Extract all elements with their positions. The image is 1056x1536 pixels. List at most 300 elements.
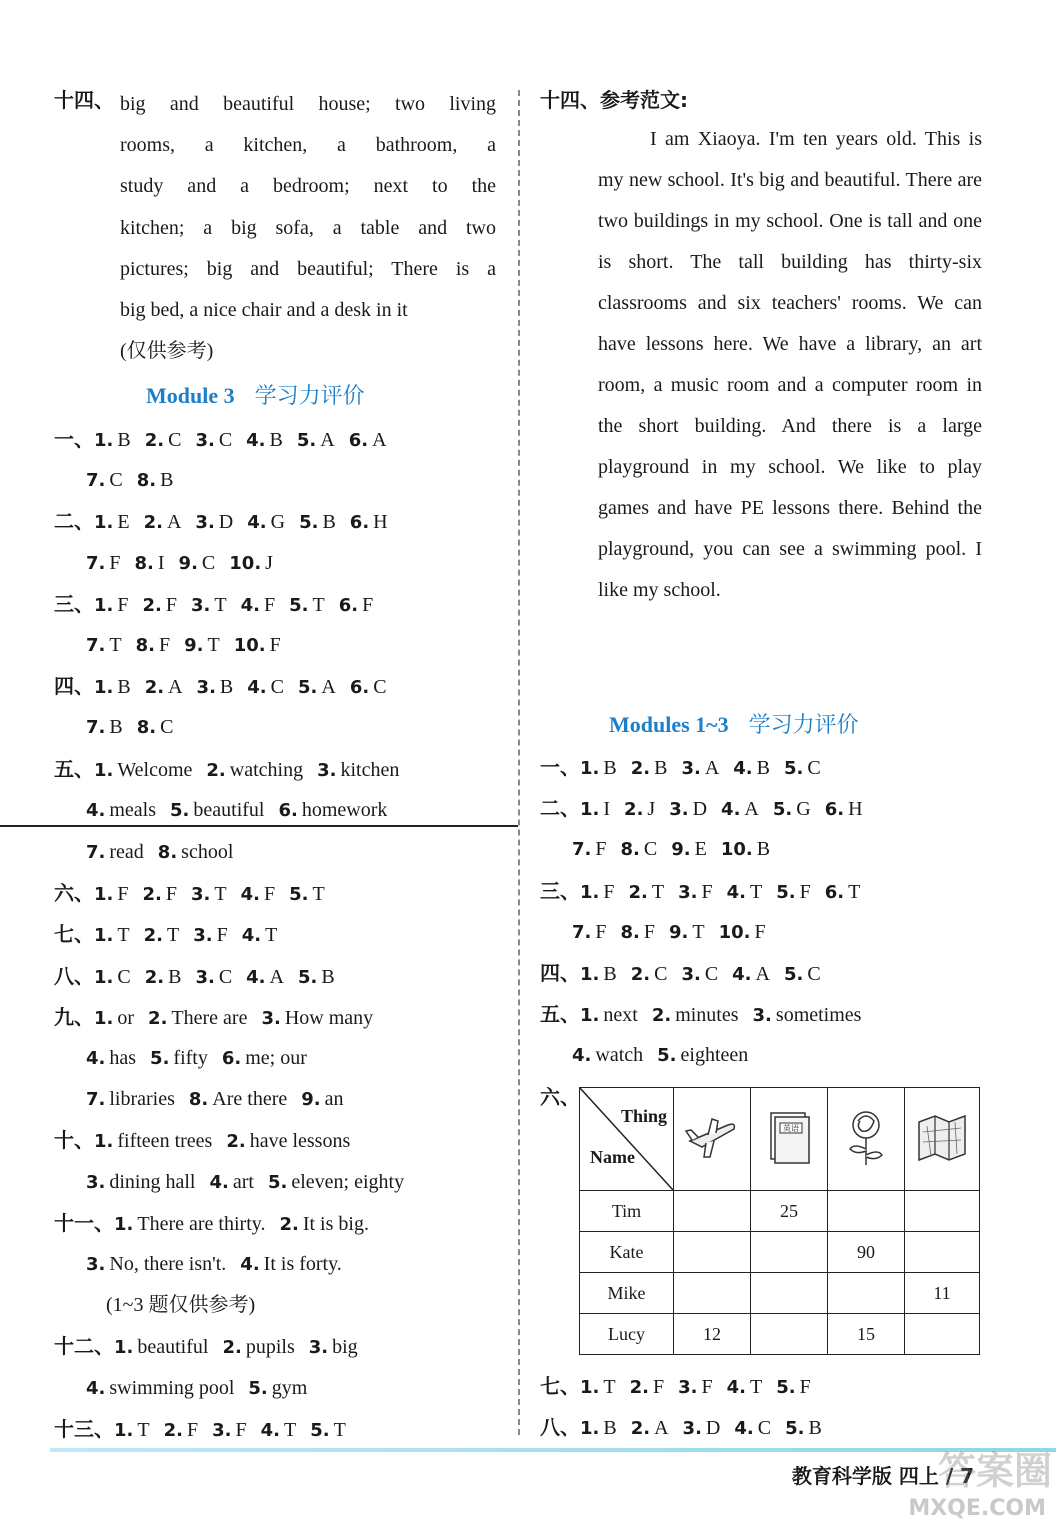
question-number: 5. — [267, 1171, 288, 1193]
question-number: 1. — [94, 884, 114, 906]
question-number: 10. — [233, 635, 266, 656]
answer-value: F — [595, 838, 607, 861]
answer-value: have lessons — [249, 1130, 351, 1153]
answer-value: T — [651, 880, 665, 903]
question-number: 6. — [338, 594, 359, 616]
answer-note: (1~3 题仅供参考) — [106, 1294, 256, 1317]
answer-value: C — [807, 963, 821, 985]
question-number: 2. — [142, 884, 162, 906]
answer-value: F — [165, 593, 177, 616]
question-number: 10. — [720, 839, 753, 861]
question-number: 3. — [681, 758, 701, 779]
answer-value: next — [603, 1004, 638, 1027]
answer-line — [54, 672, 387, 702]
answer-value: B — [117, 676, 131, 699]
answer-value: J — [265, 551, 273, 574]
answer-value: F — [263, 883, 276, 906]
answer-value: E — [117, 511, 130, 534]
answer-value: F — [799, 1376, 811, 1398]
question-number: 2. — [629, 1377, 649, 1398]
answer-line — [540, 794, 863, 824]
question-number: 3. — [682, 1418, 702, 1440]
answer-table — [579, 1087, 980, 1355]
answer-value: T — [166, 924, 180, 947]
question-number: 7. — [86, 470, 106, 492]
question-number: 4. — [86, 799, 106, 821]
table-header-row — [580, 1088, 980, 1191]
book-icon — [751, 1088, 828, 1191]
answer-value: gym — [271, 1376, 308, 1399]
question-number: 5. — [776, 881, 796, 903]
answer-value: B — [321, 965, 335, 988]
question-number: 8. — [157, 842, 178, 863]
question-number: 2. — [630, 964, 651, 985]
section-label: 五、 — [540, 1002, 580, 1027]
question-number: 2. — [630, 758, 651, 779]
question-number: 9. — [669, 921, 689, 943]
section-label: 三、 — [540, 878, 580, 903]
question-number: 4. — [732, 964, 752, 985]
question-number: 3. — [752, 1005, 772, 1027]
answer-value: A — [166, 511, 182, 534]
question-number: 5. — [170, 799, 190, 821]
section-label: 八、 — [540, 1415, 580, 1440]
section-label: 一、 — [54, 427, 94, 451]
question-number: 3. — [196, 677, 216, 699]
question-number: 3. — [261, 1007, 281, 1029]
answer-value: It is big. — [302, 1212, 369, 1235]
answer-value: C — [704, 963, 719, 985]
answer-value: A — [168, 676, 183, 699]
question-number: 5. — [248, 1377, 268, 1399]
question-number: 7. — [86, 1089, 106, 1111]
answer-value: There are thirty. — [137, 1212, 266, 1235]
question-number: 1. — [580, 758, 600, 779]
answer-value: eleven; eighty — [291, 1170, 405, 1193]
sample-essay: I am Xiaoya. I'm ten years old. This is my new school. It's big and beautiful. There are two buildings in my school. One is tall and one is short. The tall building has thirty-six classrooms and six teachers' rooms. We can have lessons here. We have a library, an art room, a music room and a computer room in the short building. And there is a large playground in my school. We like to play games and have PE lessons there. Behind the playground, you can see a swimming pool. I like my school. — [598, 128, 982, 601]
answer-line — [86, 631, 281, 660]
answer-value: A — [269, 965, 284, 988]
answer-line — [540, 877, 860, 907]
answer-value: B — [808, 1417, 822, 1440]
table-cell — [905, 1232, 980, 1273]
section-label: 十三、 — [54, 1416, 114, 1441]
question-number: 1. — [114, 1213, 134, 1235]
question-number: 2. — [624, 799, 644, 821]
answer-value: B — [322, 511, 336, 534]
question-number: 4. — [733, 758, 753, 779]
question-number: 5. — [785, 1418, 805, 1440]
answer-value: B — [117, 429, 131, 451]
answer-line — [54, 590, 373, 620]
answer-line — [86, 1374, 307, 1403]
answer-value: A — [320, 429, 335, 451]
section-label: 十、 — [54, 1128, 94, 1153]
answer-value: T — [283, 1418, 297, 1441]
section-label: 二、 — [54, 509, 94, 534]
question-number: 1. — [94, 925, 114, 947]
answer-value: F — [158, 634, 171, 656]
answer-value: beautiful — [193, 798, 265, 821]
answer-value: kitchen — [340, 758, 400, 781]
question-number: 8. — [620, 921, 640, 943]
answer-value: B — [603, 757, 617, 779]
question-number: 2. — [222, 1337, 242, 1359]
question-number: 1. — [94, 1007, 114, 1029]
answer-value: T — [207, 634, 220, 656]
question-number: 7. — [86, 635, 106, 656]
question-number: 6. — [221, 1048, 242, 1069]
question-number: 4. — [247, 512, 267, 534]
question-number: 2. — [143, 925, 163, 947]
question-number: 4. — [86, 1377, 106, 1399]
question-number: 8. — [134, 552, 154, 574]
answer-value: T — [749, 880, 763, 903]
answer-value: T — [603, 1376, 616, 1398]
answer-line — [86, 838, 233, 867]
question-number: 1. — [94, 966, 114, 988]
question-number: 6. — [348, 430, 369, 451]
answer-value: me; our — [245, 1047, 307, 1069]
answer-line — [572, 835, 770, 864]
answer-value: T — [333, 1418, 346, 1441]
answer-value: an — [324, 1088, 344, 1111]
question-number: 4. — [246, 430, 266, 451]
question-number: 2. — [148, 1007, 168, 1029]
question-number: 3. — [678, 1377, 698, 1398]
question-number: 5. — [289, 594, 309, 616]
section-label: 六、 — [54, 881, 94, 906]
section-label: 二、 — [540, 796, 580, 821]
question-number: 3. — [212, 1419, 232, 1441]
answer-value: B — [756, 838, 771, 861]
answer-value: T — [749, 1376, 763, 1398]
answer-value: T — [312, 883, 325, 906]
answer-value: F — [269, 634, 281, 656]
answer-line — [54, 1209, 369, 1239]
answer-value: T — [312, 593, 325, 616]
answer-line — [86, 1044, 307, 1073]
question-number: 8. — [136, 717, 157, 739]
table-name-cell: Kate — [580, 1232, 674, 1273]
answer-value: fifty — [173, 1047, 208, 1069]
right-s14-label: 十四、参考范文: — [540, 88, 688, 112]
answer-value: C — [654, 963, 668, 985]
question-number: 1. — [114, 1419, 134, 1441]
section-label: 四、 — [54, 674, 94, 699]
answer-value: sometimes — [775, 1004, 862, 1027]
table-row — [580, 1232, 980, 1273]
table-cell — [674, 1232, 751, 1273]
answer-value: B — [168, 965, 182, 988]
question-number: 10. — [229, 552, 262, 574]
answer-value: C — [807, 757, 821, 779]
answer-line — [540, 1413, 822, 1443]
question-number: 2. — [163, 1419, 183, 1441]
question-number: 4. — [246, 966, 266, 988]
answer-value: No, there isn't. — [109, 1253, 227, 1275]
table-cell: 15 — [828, 1314, 905, 1355]
answer-value: B — [654, 757, 668, 779]
section-label: 五、 — [54, 756, 94, 781]
question-number: 3. — [308, 1337, 329, 1359]
table-cell: 25 — [751, 1191, 828, 1232]
question-number: 9. — [671, 839, 691, 861]
answer-value: I — [603, 798, 611, 821]
answer-value: A — [755, 963, 770, 985]
question-number: 8. — [188, 1089, 209, 1111]
question-number: 5. — [783, 964, 804, 985]
answer-line — [54, 1126, 350, 1156]
question-number: 3. — [191, 594, 211, 616]
answer-value: How many — [284, 1006, 374, 1029]
answer-value: F — [117, 883, 129, 906]
answer-value: D — [218, 511, 234, 534]
answer-value: A — [321, 676, 336, 699]
question-number: 3. — [195, 430, 215, 451]
answer-value: G — [270, 511, 286, 534]
question-number: 8. — [136, 470, 157, 492]
answer-value: B — [603, 963, 617, 985]
answer-value: watching — [229, 758, 304, 781]
question-number: 5. — [296, 430, 317, 451]
answer-value: B — [109, 716, 123, 739]
table-row — [580, 1273, 980, 1314]
question-number: 4. — [240, 594, 260, 616]
answer-value: homework — [301, 798, 388, 821]
answer-value: T — [109, 634, 122, 656]
question-number: 2. — [206, 759, 226, 781]
left-s14-text — [120, 84, 496, 372]
answer-value: F — [109, 551, 121, 574]
answer-line — [540, 753, 821, 783]
section-label: 九、 — [54, 1004, 94, 1029]
answer-value: F — [362, 593, 374, 616]
answer-value: or — [117, 1006, 135, 1029]
answer-line — [54, 755, 399, 785]
answer-value: has — [109, 1047, 137, 1069]
answer-value: eighteen — [680, 1044, 749, 1067]
answer-value: meals — [109, 798, 157, 821]
question-number: 9. — [184, 635, 204, 656]
answer-value: C — [218, 965, 233, 988]
section-label: 七、 — [54, 922, 94, 947]
column-divider — [518, 90, 520, 1435]
question-number: 3. — [681, 964, 701, 985]
answer-value: F — [235, 1418, 247, 1441]
answer-value: Welcome — [117, 758, 193, 781]
answer-line — [86, 549, 273, 578]
left-module-heading: Module 3 学习力评价 — [146, 383, 365, 409]
answer-value: D — [692, 798, 708, 821]
answer-line — [86, 1085, 344, 1114]
answer-value: H — [373, 511, 388, 534]
question-number: 2. — [144, 430, 165, 451]
answer-line — [540, 1000, 861, 1030]
left-s14-line: rooms, a kitchen, a bathroom, a — [120, 134, 496, 157]
left-s14-line: big bed, a nice chair and a desk in it — [120, 299, 408, 322]
answer-value: F — [754, 920, 766, 943]
question-number: 1. — [580, 1005, 600, 1027]
answer-value: F — [216, 924, 228, 947]
answer-value: F — [186, 1418, 199, 1441]
question-number: 2. — [630, 1418, 651, 1440]
answer-line — [54, 507, 388, 537]
answer-value: beautiful — [137, 1336, 209, 1359]
answer-line — [54, 879, 325, 909]
answer-value: C — [218, 429, 233, 451]
section-label: 八、 — [54, 963, 94, 988]
question-number: 2. — [143, 512, 163, 534]
question-number: 6. — [278, 799, 298, 821]
answer-value: E — [694, 838, 707, 861]
answer-value: T — [117, 924, 130, 947]
table-cell — [828, 1273, 905, 1314]
question-number: 3. — [86, 1171, 106, 1193]
left-s14-line: big and beautiful house; two living — [120, 93, 496, 115]
question-number: 3. — [317, 759, 337, 781]
answer-value: J — [647, 798, 656, 821]
question-number: 5. — [772, 799, 793, 821]
answer-line — [572, 1041, 748, 1070]
table-cell — [828, 1191, 905, 1232]
answer-value: swimming pool — [109, 1376, 235, 1399]
watermark-url: MXQE.COM — [908, 1496, 1046, 1521]
section-label: 四、 — [540, 961, 580, 985]
question-number: 1. — [94, 1131, 114, 1153]
answer-line — [572, 918, 766, 947]
answer-value: T — [848, 880, 861, 903]
question-number: 4. — [734, 1418, 754, 1440]
answer-value: C — [270, 676, 284, 699]
answer-value: read — [109, 841, 144, 863]
left-cut-line — [0, 825, 518, 827]
question-number: 1. — [580, 799, 600, 821]
question-number: 9. — [301, 1089, 321, 1111]
answer-value: F — [799, 880, 811, 903]
question-number: 3. — [191, 884, 211, 906]
plane-icon — [674, 1088, 751, 1191]
answer-line — [86, 796, 387, 825]
answer-value: T — [214, 593, 227, 616]
section-label: 七、 — [540, 1374, 580, 1398]
table-corner: Thing Name — [580, 1088, 674, 1191]
svg-text:英语: 英语 — [783, 1123, 799, 1133]
answer-value: B — [269, 429, 283, 451]
question-number: 1. — [94, 759, 114, 781]
answer-line — [86, 466, 173, 495]
question-number: 6. — [349, 677, 370, 699]
answer-value: C — [201, 551, 216, 574]
section-label: 三、 — [54, 591, 94, 616]
answer-value: pupils — [245, 1336, 295, 1359]
question-number: 3. — [193, 925, 213, 947]
watermark-logo: 答案圈 — [937, 1449, 1052, 1493]
answer-value: F — [263, 593, 276, 616]
answer-value: B — [756, 757, 770, 779]
question-number: 4. — [86, 1048, 106, 1069]
question-number: 2. — [226, 1131, 246, 1153]
question-number: 5. — [657, 1045, 677, 1067]
answer-value: F — [643, 920, 655, 943]
question-number: 5. — [299, 512, 319, 534]
answer-value: Are there — [212, 1088, 288, 1111]
question-number: 5. — [783, 758, 804, 779]
question-number: 3. — [195, 966, 215, 988]
question-number: 1. — [580, 1418, 600, 1440]
section-label: 十二、 — [54, 1334, 114, 1359]
table-cell: 12 — [674, 1314, 751, 1355]
answer-value: A — [744, 798, 759, 821]
table-cell — [674, 1191, 751, 1232]
question-number: 7. — [572, 921, 592, 943]
question-number: 3. — [678, 881, 698, 903]
question-number: 1. — [114, 1337, 134, 1359]
answer-value: F — [701, 880, 713, 903]
question-number: 9. — [178, 552, 198, 574]
answer-value: I — [157, 551, 165, 574]
answer-value: T — [214, 883, 227, 906]
answer-value: H — [848, 798, 863, 821]
answer-value: B — [160, 469, 174, 492]
question-number: 2. — [144, 677, 165, 699]
question-number: 4. — [726, 1377, 746, 1398]
answer-value: C — [109, 469, 123, 492]
answer-value: C — [643, 838, 658, 861]
table-name-cell: Lucy — [580, 1314, 674, 1355]
question-number: 8. — [620, 839, 640, 861]
question-number: 6. — [824, 799, 845, 821]
table-name-cell: Mike — [580, 1273, 674, 1314]
table-cell — [905, 1191, 980, 1232]
left-s14-label: 十四、 — [54, 88, 114, 112]
left-s14-line: (仅供参考) — [120, 340, 214, 363]
question-number: 2. — [651, 1005, 672, 1027]
answer-value: T — [265, 924, 278, 947]
answer-line — [86, 1250, 342, 1279]
question-number: 2. — [144, 966, 165, 988]
table-cell — [751, 1232, 828, 1273]
question-number: 7. — [572, 839, 592, 861]
question-number: 7. — [86, 552, 106, 574]
answer-line — [54, 962, 335, 992]
question-number: 5. — [776, 1377, 796, 1398]
question-number: 6. — [349, 512, 370, 534]
question-number: 4. — [572, 1045, 592, 1067]
table-cell: 11 — [905, 1273, 980, 1314]
answer-value: C — [757, 1417, 772, 1440]
answer-value: A — [654, 1417, 669, 1440]
flower-icon — [828, 1088, 905, 1191]
table-name-cell: Tim — [580, 1191, 674, 1232]
answer-value: F — [603, 880, 615, 903]
table-label: 六、 — [540, 1085, 580, 1109]
answer-line — [54, 920, 277, 950]
table-cell — [674, 1273, 751, 1314]
question-number: 1. — [94, 430, 114, 451]
answer-value: T — [692, 920, 705, 943]
map-icon — [905, 1088, 980, 1191]
question-number: 5. — [310, 1419, 330, 1441]
question-number: 4. — [721, 799, 741, 821]
question-number: 4. — [726, 881, 746, 903]
section-label: 十一、 — [54, 1210, 114, 1235]
answer-value: school — [181, 841, 234, 863]
answer-value: F — [652, 1376, 665, 1398]
table-cell — [751, 1314, 828, 1355]
question-number: 2. — [142, 594, 162, 616]
answer-value: watch — [595, 1044, 644, 1067]
